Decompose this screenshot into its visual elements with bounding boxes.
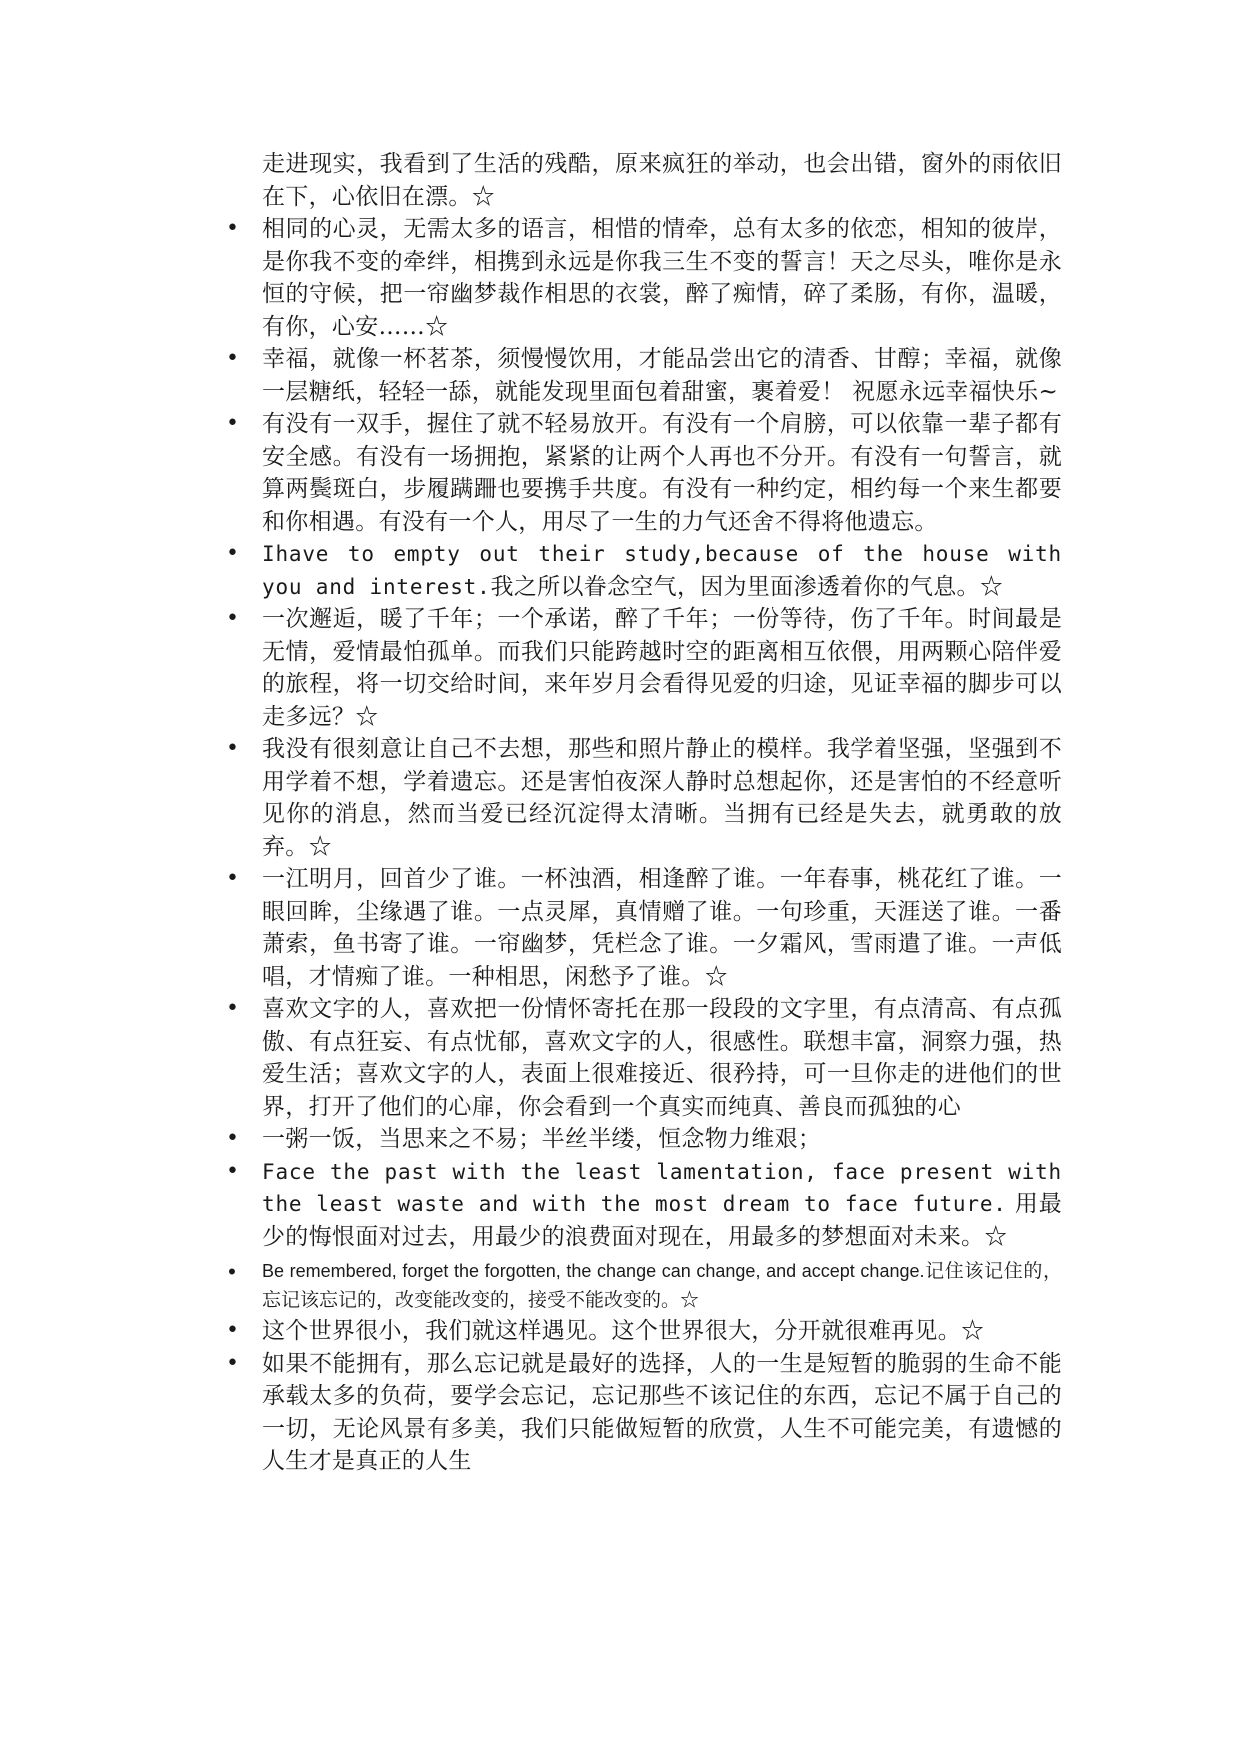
list-item-text: 一粥一饭，当思来之不易；半丝半缕，恒念物力维艰； [262,1126,822,1152]
quote-list [226,213,1062,1478]
bullet-icon: • [226,216,240,241]
list-item [226,408,1062,538]
bullet-icon: • [226,1318,240,1343]
list-item [226,343,1062,408]
list-item [226,993,1062,1123]
list-item-text: 一次邂逅，暖了千年；一个承诺，醉了千年；一份等待，伤了千年。时间最是无情，爱情最怕孤单。而我们只能跨越时空的距离相互依偎，用两颗心陪伴爱的旅程，将一切交给时间，来年岁月会看得见爱的归途，见证幸福的脚步可以走多远？☆ [262,606,1062,730]
bullet-icon: • [228,1259,236,1284]
list-item [226,538,1062,603]
list-item-text: 如果不能拥有，那么忘记就是最好的选择，人的一生是短暂的脆弱的生命不能承载太多的负荷，要学会忘记，忘记那些不该记住的东西，忘记不属于自己的一切，无论风景有多美，我们只能做短暂的欣赏，人生不可能完美，有遗憾的人生才是真正的人生 [262,1350,1062,1474]
bullet-icon: • [226,736,240,761]
bullet-icon: • [226,411,240,436]
lead-paragraph: 走进现实，我看到了生活的残酷，原来疯狂的举动，也会出错，窗外的雨依旧在下，心依旧在漂。☆ [262,151,1062,210]
bullet-icon: • [226,346,240,371]
list-item-chinese-text: 记住该记住的，忘记该忘记的，改变能改变的，接受不能改变的。☆ [262,1260,1062,1311]
list-item-chinese-text: 我之所以眷念空气，因为里面渗透着你的气息。☆ [490,573,1004,600]
list-item [226,603,1062,733]
list-item-english-text: Be remembered, forget the forgotten, the change can change, and accept change. [262,1261,925,1281]
bullet-icon: • [226,1126,240,1151]
list-item [226,1315,1062,1348]
bullet-icon: • [226,606,240,631]
list-item [226,863,1062,993]
list-item [226,1156,1062,1254]
list-item-text: 有没有一双手，握住了就不轻易放开。有没有一个肩膀，可以依靠一辈子都有安全感。有没有一场拥抱，紧紧的让两个人再也不分开。有没有一句誓言，就算两鬓斑白，步履蹒跚也要携手共度。有没有一种约定，相约每一个来生都要和你相遇。有没有一个人，用尽了一生的力气还舍不得将他遗忘。 [262,411,1062,535]
list-item-english-text: Ihave to empty out their study,because of the house with you and interest. [262,542,1062,599]
bullet-icon: • [226,541,240,566]
list-item-english-text: Face the past with the least lamentation, face present with the least waste and with the most dream to face future. [262,1159,1062,1216]
list-item-text: 我没有很刻意让自己不去想，那些和照片静止的模样。我学着坚强，坚强到不用学着不想，学着遗忘。还是害怕夜深人静时总想起你，还是害怕的不经意听见你的消息，然而当爱已经沉淀得太清晰。当拥有已经是失去，就勇敢的放弃。☆ [262,736,1062,860]
list-item-text: 喜欢文字的人，喜欢把一份情怀寄托在那一段段的文字里，有点清高、有点孤傲、有点狂妄、有点忧郁，喜欢文字的人，很感性。联想丰富，洞察力强，热爱生活；喜欢文字的人，表面上很难接近、很矜持，可一旦你走的进他们的世界，打开了他们的心扉，你会看到一个真实而纯真、善良而孤独的心 [262,996,1062,1120]
list-item [226,733,1062,863]
bullet-icon: • [226,1158,240,1184]
list-item-chinese-text: 用最少的悔恨面对过去，用最少的浪费面对现在，用最多的梦想面对未来。☆ [262,1191,1062,1250]
list-item-text: 相同的心灵，无需太多的语言，相惜的情牵，总有太多的依恋，相知的彼岸，是你我不变的牵绊，相携到永远是你我三生不变的誓言！天之尽头，唯你是永恒的守候，把一帘幽梦裁作相思的衣裳，醉了痴情，碎了柔肠，有你，温暖，有你，心安……☆ [262,216,1062,340]
bullet-icon: • [226,996,240,1021]
list-item [226,1123,1062,1156]
bullet-icon: • [226,1350,240,1376]
list-item [226,213,1062,343]
list-item-text: 幸福，就像一杯茗茶，须慢慢饮用，才能品尝出它的清香、甘醇；幸福，就像一层糖纸，轻轻一舔，就能发现里面包着甜蜜，裹着爱！ 祝愿永远幸福快乐~ [262,346,1062,405]
list-item [228,1253,1062,1315]
bullet-icon: • [226,866,240,891]
list-item-text: 一江明月，回首少了谁。一杯浊酒，相逢醉了谁。一年春事，桃花红了谁。一眼回眸，尘缘遇了谁。一点灵犀，真情赠了谁。一句珍重，天涯送了谁。一番萧索，鱼书寄了谁。一帘幽梦，凭栏念了谁。一夕霜风，雪雨遣了谁。一声低唱，才情痴了谁。一种相思，闲愁予了谁。☆ [262,866,1062,990]
list-item [226,1348,1062,1478]
document-body [226,148,1062,1478]
list-item-text: 这个世界很小，我们就这样遇见。这个世界很大，分开就很难再见。☆ [262,1318,985,1344]
